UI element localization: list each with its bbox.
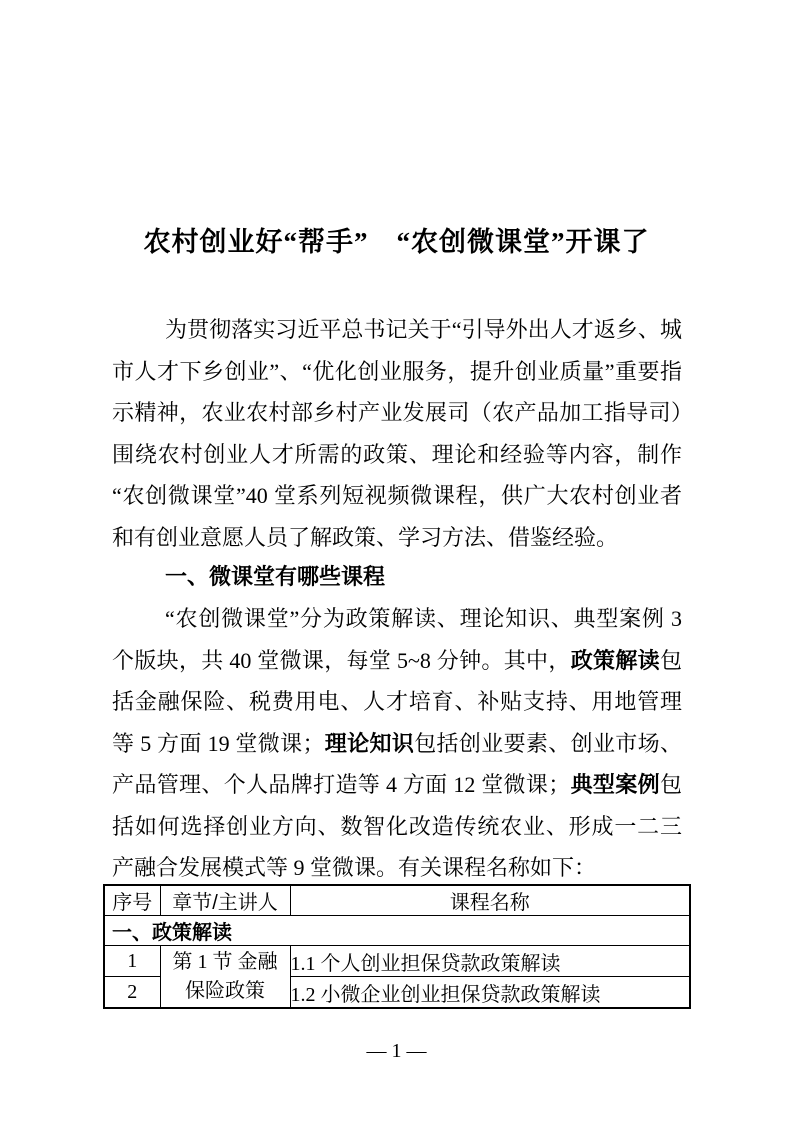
para2-run-6: 包括如何选择创业方向、数智化改造传统农业、形成一二三产融合发展模式等 9 堂微课。有关课程名称如下： [112,772,682,880]
header-cell-course: 课程名称 [290,885,690,916]
para2-run-4: 包括创业要素、创业市场、产品管理、个人品牌打造等 4 方面 12 堂微课； [112,730,682,797]
course-name-cell: 1.2 小微企业创业担保贷款政策解读 [290,977,690,1009]
chapter-line-2: 保险政策 [185,979,265,1002]
row-number-cell: 1 [104,946,160,977]
page-number: — 1 — [366,1040,427,1062]
chapter-cell [160,946,290,1009]
para2-run-0: “农创微课堂”分为政策解读、理论知识、典型案例 3 个版块，共 40 堂微课，每堂 5~8 分钟。其中， [112,606,682,673]
paragraph-course-overview [112,598,682,889]
table-section-row [104,916,690,946]
page-title: 农村创业好“帮手” “农创微课堂”开课了 [143,227,650,257]
paragraph-intro: 为贯彻落实习近平总书记关于“引导外出人才返乡、城市人才下乡创业”、“优化创业服务，提升创业质量”重要指示精神，农业农村部乡村产业发展司（农产品加工指导司）围绕农村创业人才所需的政策、理论和经验等内容，制作“农创微课堂”40 堂系列短视频微课程，供广大农村创业者和有创业意愿人员了解政策、学习方法、借鉴经验。 [112,317,682,550]
row-number-cell: 2 [104,977,160,1009]
header-cell-no: 序号 [104,885,160,916]
course-table [103,884,691,1009]
course-name-cell: 1.1 个人创业担保贷款政策解读 [290,946,690,977]
table-header-row [104,885,690,916]
section-row-label: 一、政策解读 [104,916,690,946]
header-cell-chapter: 章节/主讲人 [160,885,290,916]
chapter-line-1: 第 1 节 金融 [172,950,278,973]
para2-bold-case: 典型案例 [570,772,660,797]
para2-run-2: 包括金融保险、税费用电、人才培育、补贴支持、用地管理等 5 方面 19 堂微课； [112,647,682,756]
section-heading: 一、微课堂有哪些课程 [165,564,386,589]
para2-bold-theory: 理论知识 [324,730,415,756]
table-row [104,946,690,977]
para2-bold-policy: 政策解读 [570,647,660,673]
